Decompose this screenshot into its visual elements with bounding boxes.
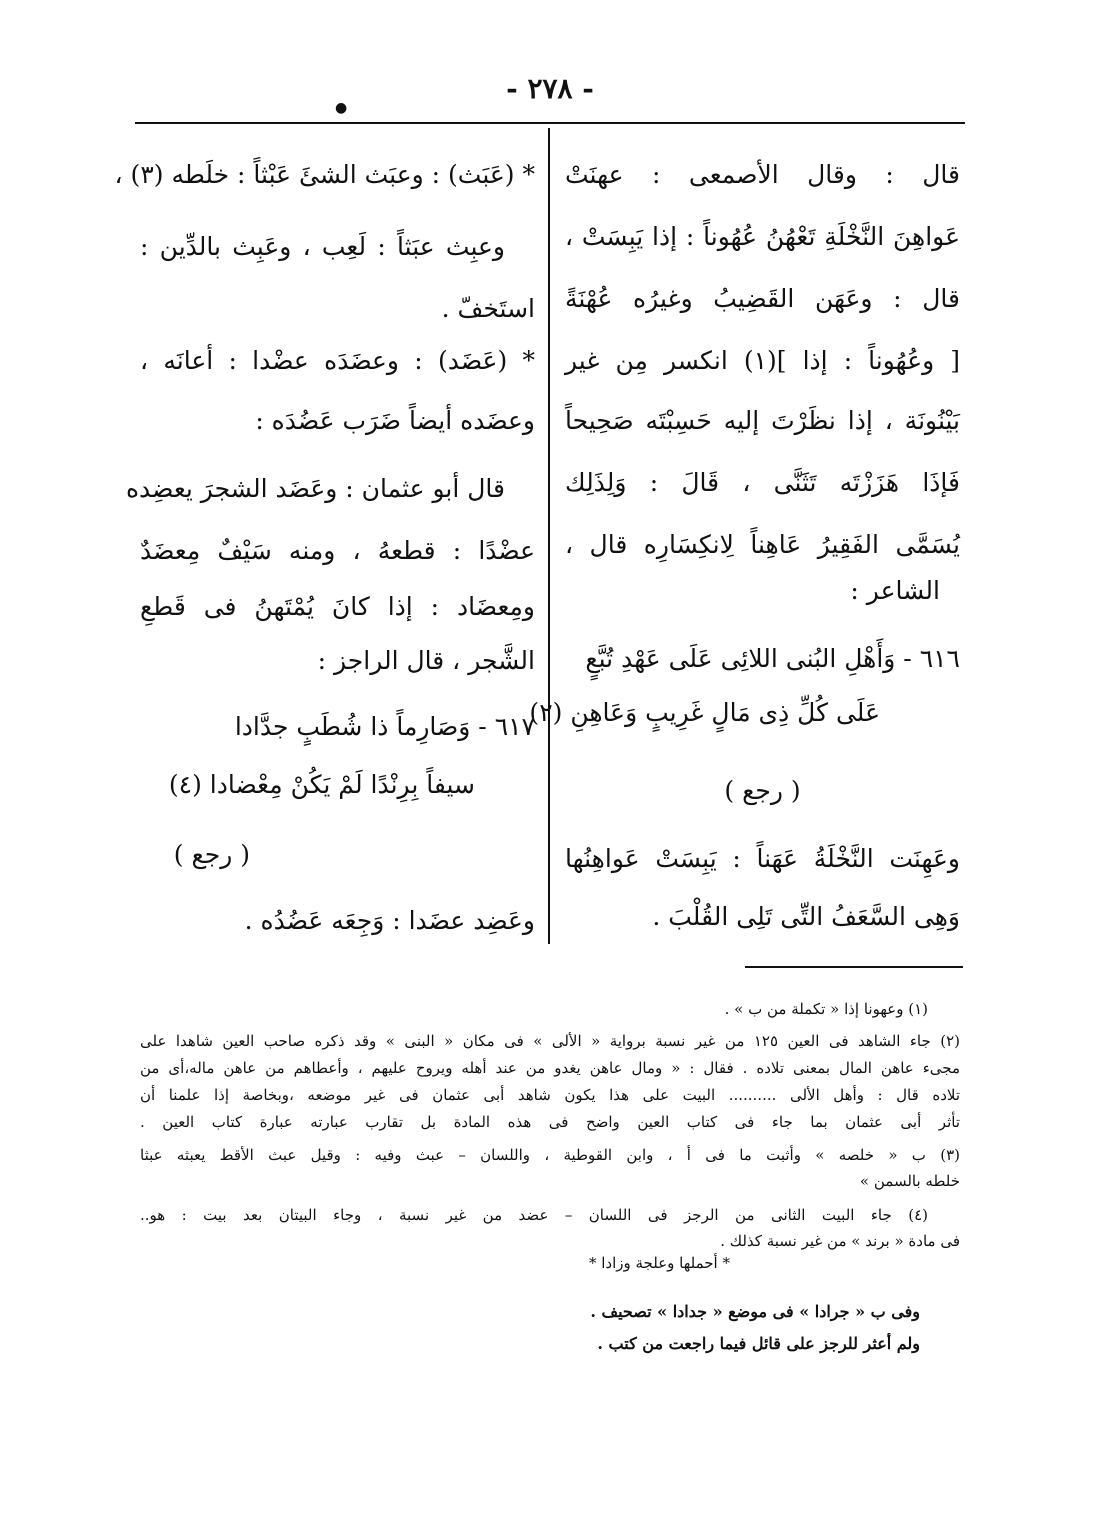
footnote-2-cont: مجىء عاهن المال بمعنى تلاده . فقال : « ومال عاهن يغدو من عند أهله ويروح عليهم ، وأعطاهم من عاهن ماله،أى من <box>140 1059 960 1077</box>
text-line: الشاعر : <box>850 576 940 605</box>
text-line: وعبِث عبَثاً : لَعِب ، وعَبِث بالدِّين : <box>140 232 505 261</box>
footnote-1: (١) وعهونا إذا « تكملة من ب » . <box>724 1000 928 1018</box>
footnote-4-cont: فى مادة « برند » من غير نسبة كذلك . <box>720 1232 960 1250</box>
footnote-3: (٣) ب « خلصه » وأثبت ما فى أ ، وابن القوطية ، واللسان – عبث وفيه : وقيل عبث الأقط يعبثه عبثا <box>140 1146 960 1164</box>
verse-marker: ( رجع ) <box>724 776 801 805</box>
entry-heading-line: * (عَبَث) : وعبَث الشئَ عَبْثاً : خلَطه (٣) ، <box>114 160 535 189</box>
header-rule <box>135 122 965 124</box>
footnote-rule <box>745 966 963 968</box>
text-line: يُسَمَّى الفَقِيرُ عَاهِناً لِانكِسَارِه قال ، <box>565 530 960 559</box>
text-line: عَواهِنَ النَّخْلَةِ تَعْهُنُ عُهُوناً : إذا يَبِسَتْ ، <box>565 222 960 251</box>
footnote-2-cont: تأثر أبى عثمان بما جاء فى كتاب العين واضح فى هذه المادة بل تقارب عبارته عبارة كتاب العين . <box>140 1113 960 1131</box>
text-line: الشَّجر ، قال الراجز : <box>317 646 535 675</box>
text-line: وعَضِد عضَدا : وَجِعَه عَضُدُه . <box>244 906 535 935</box>
footnote-4: (٤) جاء البيت الثانى من الرجز فى اللسان – عضد من غير نسبة ، وجاء البيتان بعد بيت : هو.. <box>140 1206 928 1224</box>
verse-line: ٦١٦ - وَأَهْلِ البُنى اللائِى عَلَى عَهْدِ تُبَّعٍ <box>585 644 960 673</box>
text-line: وعَهِنَت النَّخْلَةُ عَهَناً : يَبِسَتْ عَواهِنُها <box>565 844 960 873</box>
footnote-3-cont: خلطه بالسمن » <box>859 1172 960 1190</box>
column-divider <box>548 128 550 944</box>
footnote-2-cont: تلاده قال : وأهل الألى .......... البيت على هذا يكون شاهد أبى عثمان فى غير موضعه ،وبخاصة إذا علمنا أن <box>140 1086 960 1104</box>
verse-line: عَلَى كُلِّ ذِى مَالٍ غَرِيبٍ وَعَاهِنِ (٢) <box>529 698 880 727</box>
text-line: بَيْنُونَة ، إذا نظَرْتَ إليه حَسِبْتَه صَحِيحاً <box>565 406 960 435</box>
verse-marker: ( رجع ) <box>173 840 250 869</box>
text-line: فَإذَا هَزَزْتَه تَثَنَّى ، قَالَ : وَلِذَلِك <box>565 468 960 497</box>
text-line: عضْدًا : قطعهُ ، ومنه سَيْفٌ مِعضَدٌ <box>140 536 535 565</box>
text-line: قال : وقال الأصمعى : عهنَتْ <box>565 160 960 189</box>
footnote-2: (٢) جاء الشاهد فى العين ١٢٥ من غير نسبة برواية « الألى » فى مكان « البنى » وقد ذكره صاحب العين شاهدا على <box>140 1032 961 1050</box>
entry-heading-line: * (عَضَد) : وعضَدَه عضْدا : أعانَه ، <box>140 346 535 375</box>
verse-line: سيفاً بِرِنْدًا لَمْ يَكُنْ مِعْضادا (٤) <box>168 770 475 799</box>
text-line: وعضَده أيضاً ضَرَب عَضُدَه : <box>255 406 535 435</box>
text-line: قال : وعَهَن القَضِيبُ وغيرُه عُهْنَةً <box>565 284 960 313</box>
text-line: وَهِى السَّعَفُ التِّى تَلِى القُلْبَ . <box>652 902 960 931</box>
text-line: ومِعضَاد : إذا كانَ يُمْتَهنُ فى قَطعِ <box>140 592 535 621</box>
verse-line: ٦١٧ - وَصَارِماً ذا شُطَبٍ جدَّادا <box>234 712 535 741</box>
footnote-4-cont: وفى ب « جرادا » فى موضع « جدادا » تصحيف . <box>590 1302 920 1321</box>
text-line: استَخفّ . <box>441 294 535 323</box>
text-line: [ وعُهُوناً : إذا ](١) انكسر مِن غير <box>565 346 961 375</box>
page-number: - ٢٧٨ - <box>506 72 594 105</box>
text-line: قال أبو عثمان : وعَضَد الشجرَ يعضِده <box>125 474 505 503</box>
footnote-4-verse: * أحملها وعلجة وزادا * <box>588 1254 730 1272</box>
footnote-4-cont: ولم أعثر للرجز على قائل فيما راجعت من كتب . <box>597 1334 920 1353</box>
ink-speck: ● <box>335 100 348 116</box>
